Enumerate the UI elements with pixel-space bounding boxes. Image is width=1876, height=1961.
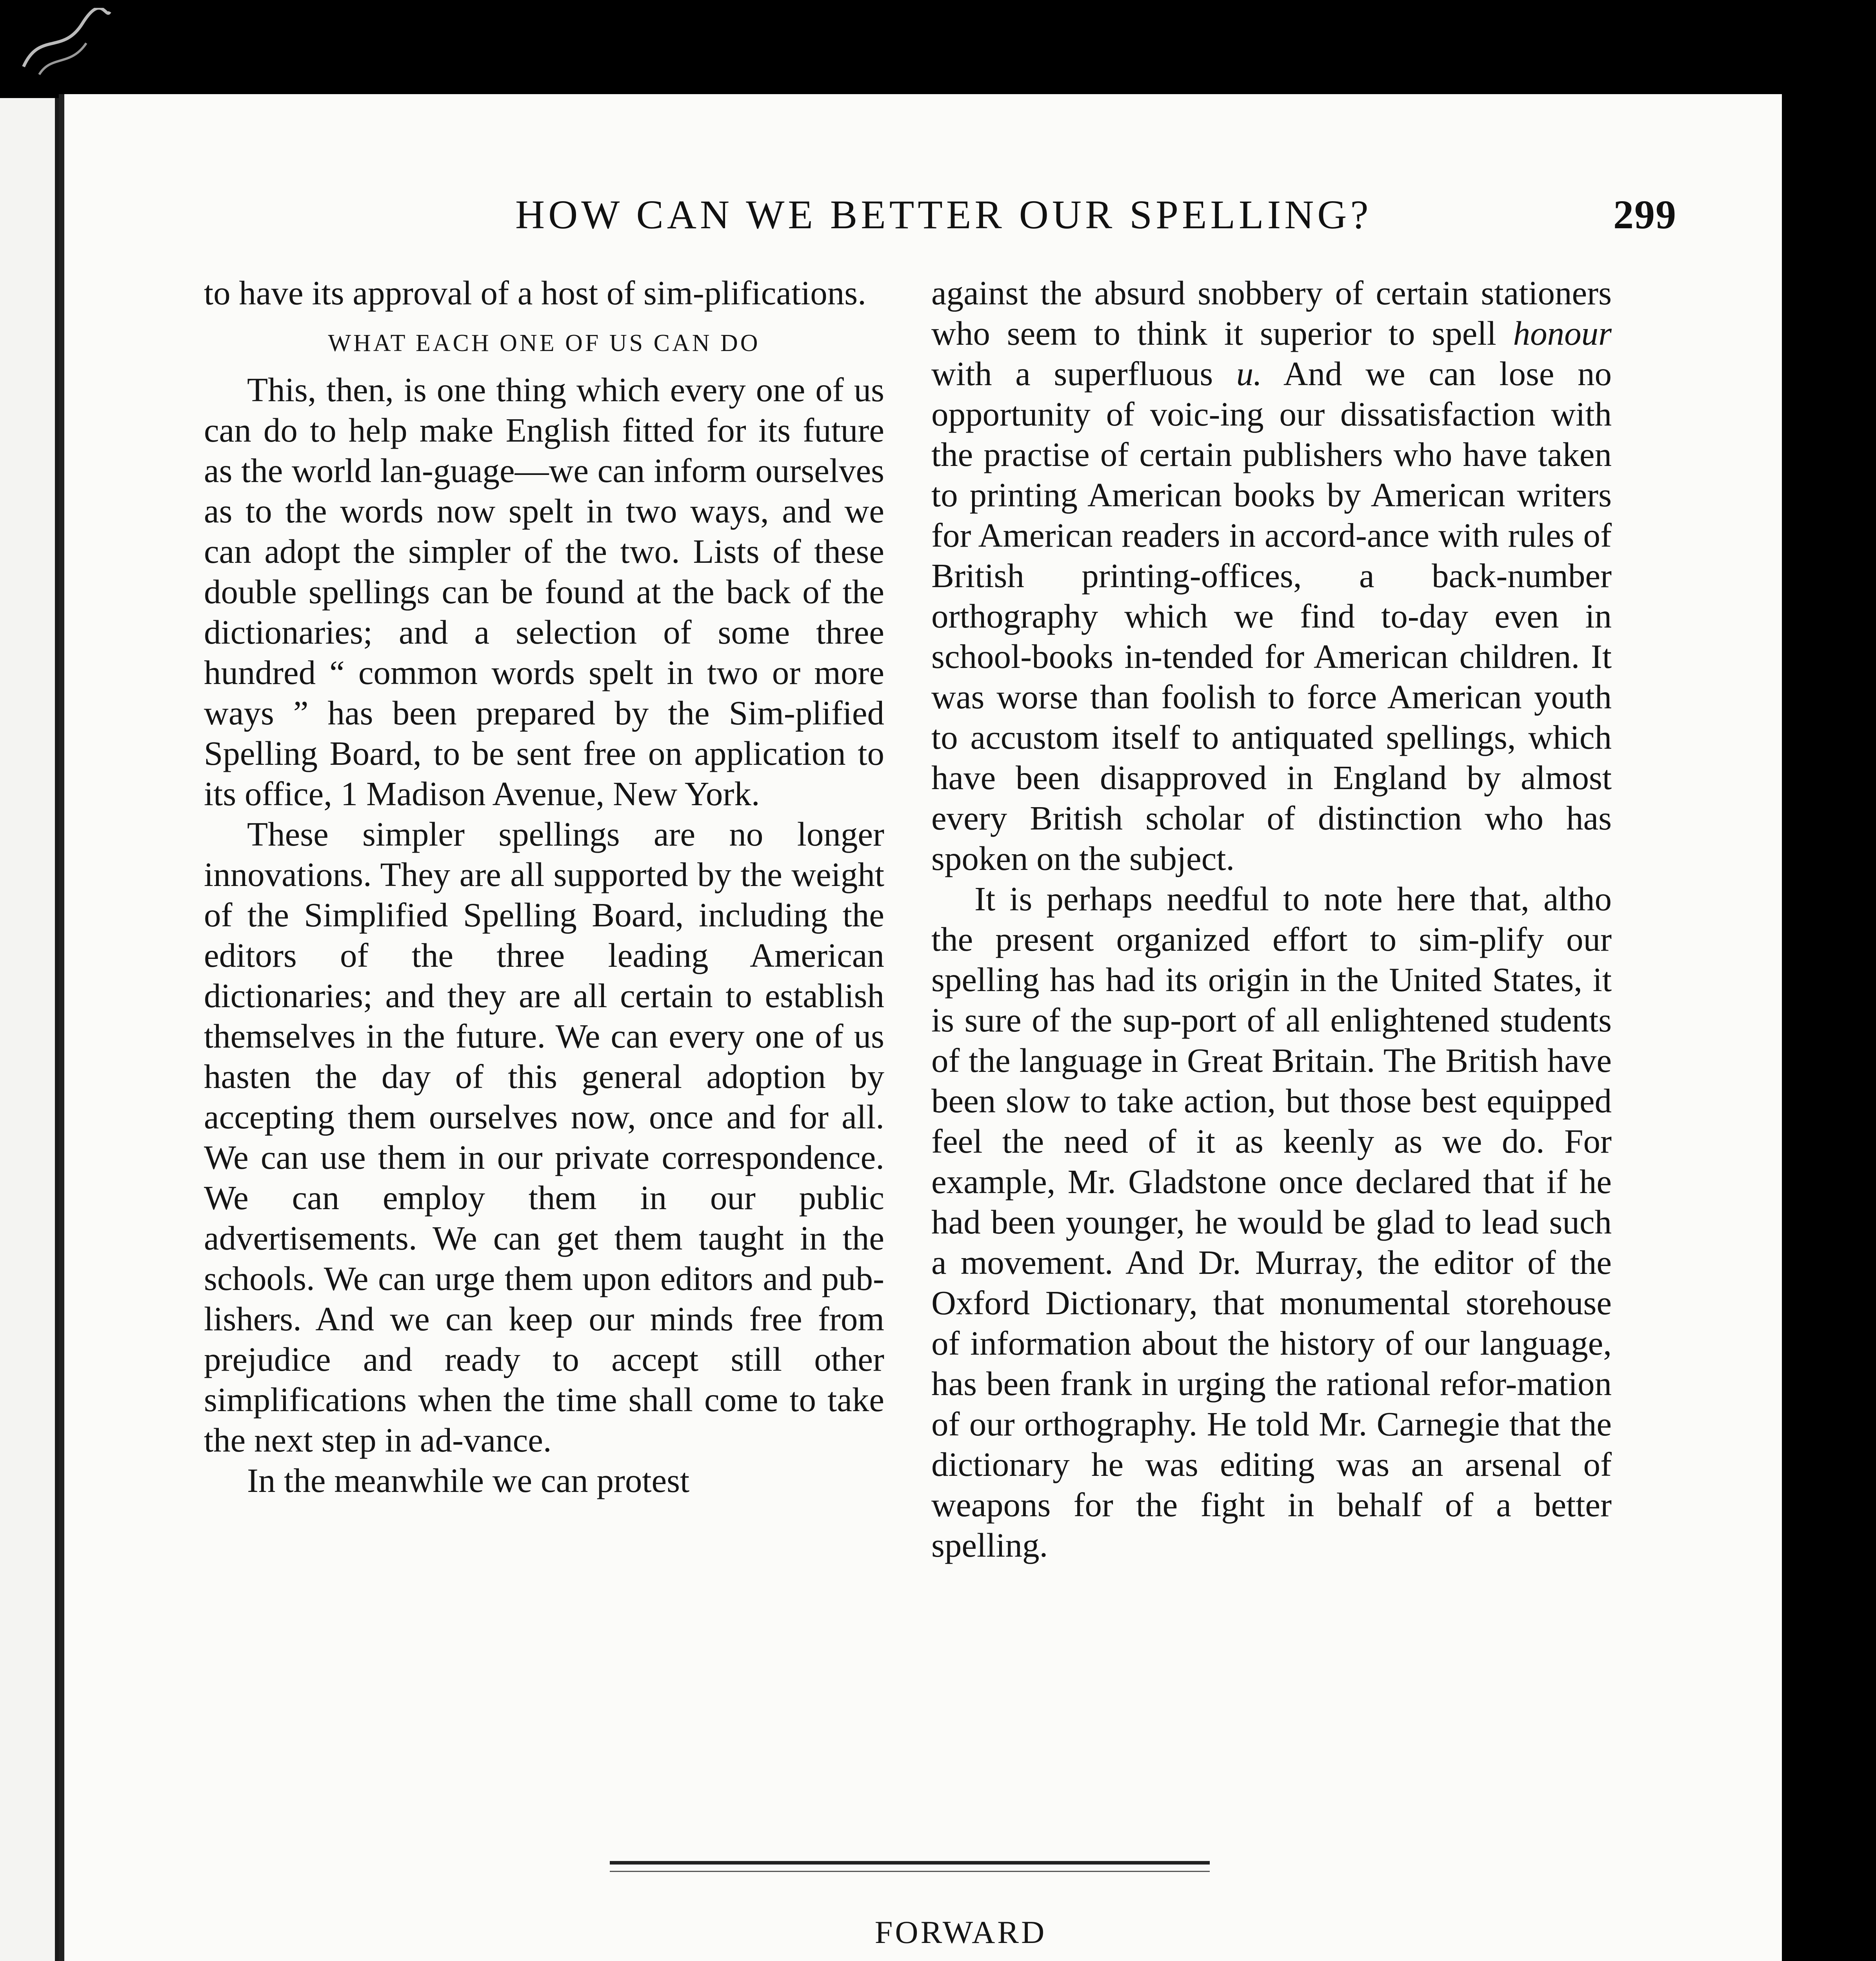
section-heading: WHAT EACH ONE OF US CAN DO <box>328 330 760 357</box>
text-run: against the absurd snobbery of certain stationers who seem to think it superior to spell <box>931 274 1612 352</box>
right-column <box>931 273 1612 1565</box>
paragraph: It is perhaps needful to note here that, altho the present organized effort to sim-plify our spelling has had its origin in the United States, it is sure of the sup-port of all enlightened students of the language in Great Britain. The British have been slow to take action, but those best equipped feel the need of it as keenly as we do. For example, Mr. Gladstone once declared that if he had been younger, he would be glad to lead such a movement. And Dr. Murray, the editor of the Oxford Dictionary, that monumental storehouse of information about the history of our language, has been frank in urging the rational refor-mation of our orthography. He told Mr. Carnegie that the dictionary he was editing was an arsenal of weapons for the fight in behalf of a better spelling. <box>931 880 1612 1564</box>
paragraph: These simpler spellings are no longer innovations. They are all supported by the weight of the Simplified Spelling Board, including the editors of the three leading American dictionaries; and they are all certain to establish themselves in the future. We can every one of us hasten the day of this general adoption by accepting them ourselves now, once and for all. We can use them in our private correspondence. We can employ them in our public advertisements. We can get them taught in the schools. We can urge them upon editors and pub-lishers. And we can keep our minds free from prejudice and ready to accept still other simplifications when the time shall come to take the next step in ad-vance. <box>204 815 884 1459</box>
italic-word: honour <box>1513 314 1612 352</box>
scan-corner-mark <box>16 8 114 82</box>
italic-letter: u. <box>1236 355 1262 393</box>
page-number: 299 <box>1613 192 1677 237</box>
paragraph: to have its approval of a host of sim-plifications. <box>204 274 866 312</box>
section-divider-thin <box>610 1871 1210 1872</box>
paragraph: In the meanwhile we can protest <box>247 1461 690 1499</box>
left-column <box>204 273 884 1501</box>
poem-title: FORWARD <box>874 1914 1047 1950</box>
running-title: HOW CAN WE BETTER OUR SPELLING? <box>515 192 1372 237</box>
paragraph: This, then, is one thing which every one of us can do to help make English fitted for its future as the world lan-guage—we can inform ourselves as to the words now spelt in two ways, and we can adopt the simpler of the two. Lists of these double spellings can be found at the back of the dictionaries; and a selection of some three hundred “ common words spelt in two or more ways ” has been prepared by the Sim-plified Spelling Board, to be sent free on application to its office, 1 Madison Avenue, New York. <box>204 371 884 813</box>
section-divider <box>610 1861 1210 1865</box>
text-run: And we can lose no opportunity of voic-ing our dissatisfaction with the practise of certain publishers who have taken to printing American books by American writers for American readers in accord-ance with rules of British printing-offices, a back-number orthography which we find to-day even in school-books in-tended for American children. It was worse than foolish to force American youth to accustom itself to antiquated spellings, which have been disapproved in England by almost every British scholar of distinction who has spoken on the subject. <box>931 355 1612 877</box>
paragraph <box>931 273 1612 879</box>
text-run: with a superfluous <box>931 355 1236 393</box>
facing-page-edge <box>0 98 59 1961</box>
